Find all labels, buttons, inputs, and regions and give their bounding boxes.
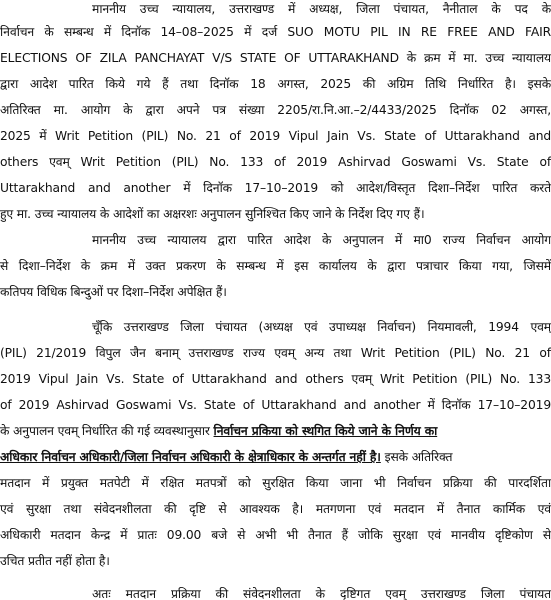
doc-line-18 xyxy=(0,446,551,468)
doc-line-19: मतदान में प्रयुक्त मतपेटी में रक्षित मतपत्रों को सुरक्षित किया जाना भी निर्वाचन प्रक्रिया की पारदर्शिता xyxy=(0,476,551,490)
doc-line-17 xyxy=(0,420,551,442)
doc-line-5: अतिरिक्त मा. आयोग के द्वारा अपने पत्र संख्या 2205/रा.नि.आ.–2/4433/2025 दिनॉक 02 अगस्त, xyxy=(0,103,551,117)
doc-line-8: Uttarakhand and another में दिनॉक 17–10–2019 को आदेश/विस्तृत दिशा–निर्देश पारित करते xyxy=(0,181,551,195)
doc-line-14: (PIL) 21/2019 विपुल जैन बनाम् उत्तराखण्ड राज्य एवम् अन्य तथा Writ Petition (PIL) No. 21 of xyxy=(0,346,551,360)
doc-line-3: ELECTIONS OF ZILA PANCHAYAT V/S STATE OF UTTARAKHAND के क्रम में मा. उच्च न्यायालय xyxy=(0,51,551,65)
doc-line-2: निर्वाचन के सम्बन्ध में दिनॉक 14–08–2025 में दर्ज SUO MOTU PIL IN RE FREE AND FAIR xyxy=(0,25,551,39)
doc-line-6: 2025 में Writ Petition (PIL) No. 21 of 2019 Vipul Jain Vs. State of Uttarakhand and xyxy=(0,129,551,143)
doc-line-10: माननीय उच्च न्यायालय द्वारा पारित आदेश के अनुपालन में मा0 राज्य निर्वाचन आयोग xyxy=(92,233,551,247)
doc-line-17-text: के अनुपालन एवम् निर्धारित की गई व्यवस्थानुसार xyxy=(0,424,214,438)
doc-line-21: अधिकारी मतदान केन्द्र में प्रातः 09.00 बजे से अभी भी तैनात हैं जोकि सुरक्षा एवं मानवीय दृष्टिकोण से xyxy=(0,528,551,542)
doc-line-20: एवं सुरक्षा तथा संवेदनशीलता की दृष्टि से आवश्यक है। मतगणना एवं मतदान में तैनात कार्मिक एवं xyxy=(0,502,551,516)
doc-line-1: माननीय उच्च न्यायालय, उत्तराखण्ड में अध्यक्ष, जिला पंचायत, नैनीताल के पद के xyxy=(92,2,551,16)
doc-line-12: कतिपय विधिक बिन्दुओं पर दिशा–निर्देश अपेक्षित हैं। xyxy=(0,285,227,299)
doc-line-23: अतः मतदान प्रक्रिया की संवेदनशीलता के दृष्टिगत एवम् उत्तराखण्ड जिला पंचायत xyxy=(92,587,551,600)
doc-line-4: द्वारा आदेश पारित किये गये हैं तथा दिनॉक 18 अगस्त, 2025 की अग्रिम तिथि निर्धारित है। इसके xyxy=(0,77,551,91)
doc-line-7: others एवम् Writ Petition (PIL) No. 133 of 2019 Ashirvad Goswami Vs. State of xyxy=(0,155,551,169)
doc-line-16: of 2019 Ashirvad Goswami Vs. State of Uttarakhand and another में दिनॉक 17–10–2019 xyxy=(0,398,551,412)
doc-line-11: से दिशा–निर्देश के क्रम में उक्त प्रकरण के सम्बन्ध में इस कार्यालय के द्वारा पत्राचार किया गया, जिसमें xyxy=(0,259,551,273)
doc-line-18-tail: इसके अतिरिक्त xyxy=(380,450,453,464)
doc-line-15: 2019 Vipul Jain Vs. State of Uttarakhand and others एवम् Writ Petition (PIL) No. 133 xyxy=(0,372,551,386)
underlined-ruling-part-2: अधिकार निर्वाचन अधिकारी/जिला निर्वाचन अधिकारी के क्षेत्राधिकार के अन्तर्गत नहीं है। xyxy=(0,450,381,464)
doc-line-22: उचित प्रतीत नहीं होता है। xyxy=(0,554,110,568)
underlined-ruling-part-1: निर्वाचन प्रकिया को स्थगित किये जाने के निर्णय का xyxy=(213,424,438,438)
doc-line-9: हुए मा. उच्च न्यायालय के आदेशों का अक्षरशः अनुपालन सुनिश्चित किए जाने के निर्देश दिए गए हैं। xyxy=(0,207,425,221)
doc-line-13: चूँकि उत्तराखण्ड जिला पंचायत (अध्यक्ष एवं उपाध्यक्ष निर्वाचन) नियमावली, 1994 एवम् xyxy=(92,320,551,334)
